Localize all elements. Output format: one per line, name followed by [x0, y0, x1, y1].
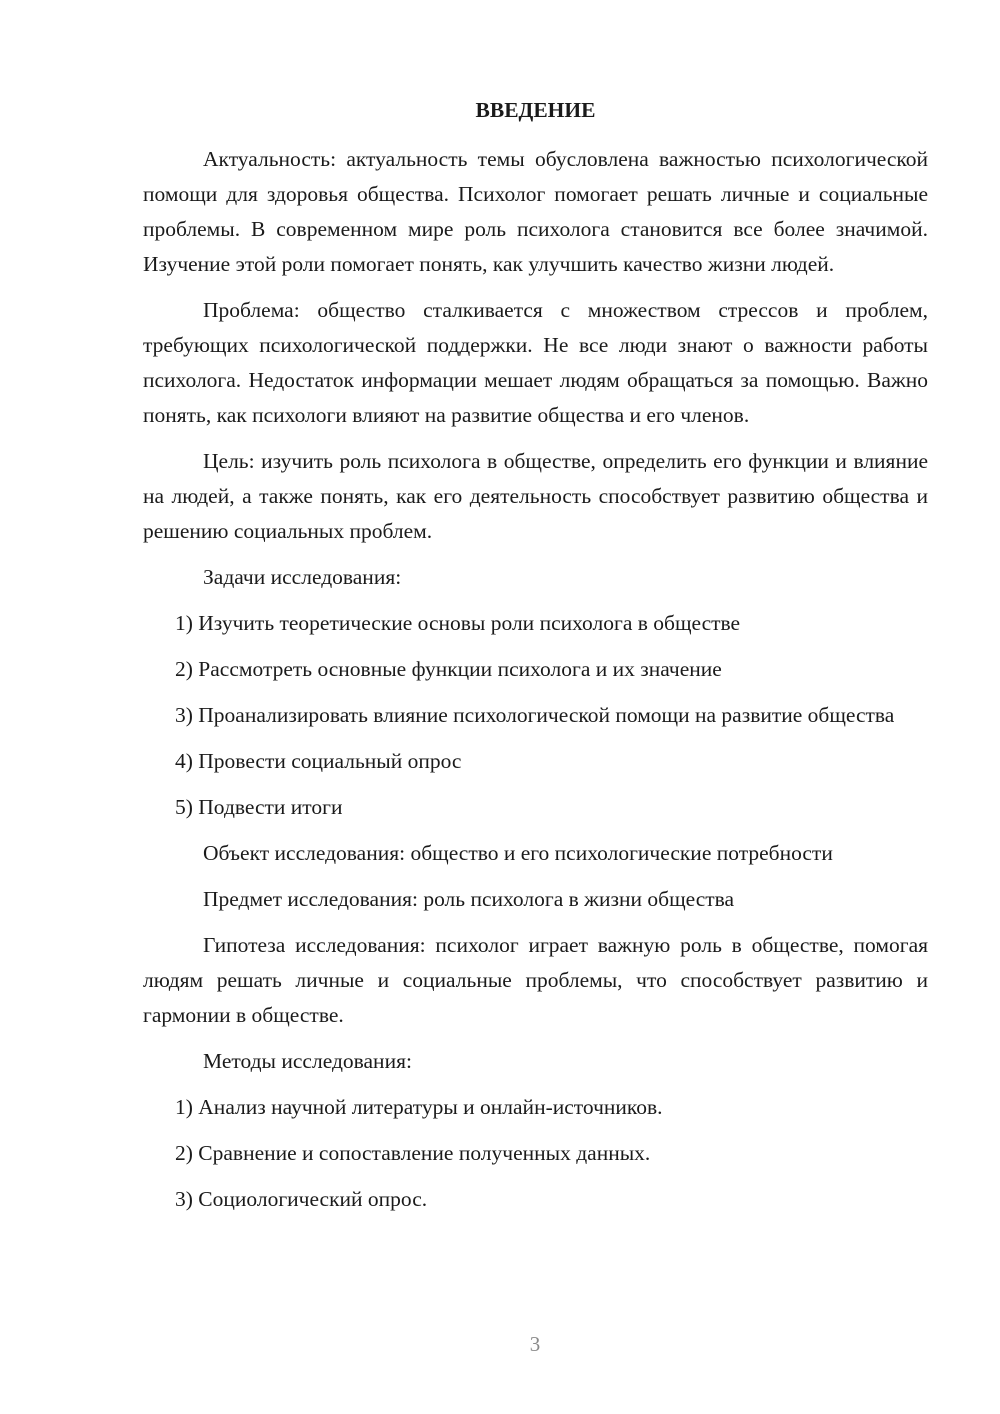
method-item-3: 3) Социологический опрос.	[175, 1187, 428, 1211]
object-paragraph: Объект исследования: общество и его психологические потребности	[203, 841, 833, 865]
page-number: 3	[529, 1332, 541, 1356]
task-item-4: 4) Провести социальный опрос	[175, 749, 462, 773]
tasks-heading: Задачи исследования:	[203, 565, 402, 589]
relevance-paragraph: Актуальность: актуальность темы обусловлена важностью психологической помощи для здоровья общества. Психолог помогает решать личные и социальные проблемы. В современном мире роль психолога становится все более значимой. Изучение этой роли помогает понять, как улучшить качество жизни людей.	[143, 147, 928, 276]
method-item-2: 2) Сравнение и сопоставление полученных данных.	[175, 1141, 651, 1165]
section-title: ВВЕДЕНИЕ	[475, 98, 596, 122]
goal-paragraph: Цель: изучить роль психолога в обществе, определить его функции и влияние на людей, а также понять, как его деятельность способствует развитию общества и решению социальных проблем.	[143, 449, 928, 543]
problem-paragraph: Проблема: общество сталкивается с множеством стрессов и проблем, требующих психологической поддержки. Не все люди знают о важности работы психолога. Недостаток информации мешает людям обращаться за помощью. Важно понять, как психологи влияют на развитие общества и его членов.	[143, 298, 928, 427]
method-item-1: 1) Анализ научной литературы и онлайн-источников.	[175, 1095, 663, 1119]
task-item-5: 5) Подвести итоги	[175, 795, 343, 819]
methods-heading: Методы исследования:	[203, 1049, 412, 1073]
subject-paragraph: Предмет исследования: роль психолога в жизни общества	[203, 887, 735, 911]
task-item-3: 3) Проанализировать влияние психологической помощи на развитие общества	[175, 703, 895, 727]
task-item-1: 1) Изучить теоретические основы роли психолога в обществе	[175, 611, 741, 635]
hypothesis-paragraph: Гипотеза исследования: психолог играет важную роль в обществе, помогая людям решать личные и социальные проблемы, что способствует развитию и гармонии в обществе.	[143, 933, 928, 1027]
task-item-2: 2) Рассмотреть основные функции психолога и их значение	[175, 657, 722, 681]
document-page	[143, 96, 928, 1228]
